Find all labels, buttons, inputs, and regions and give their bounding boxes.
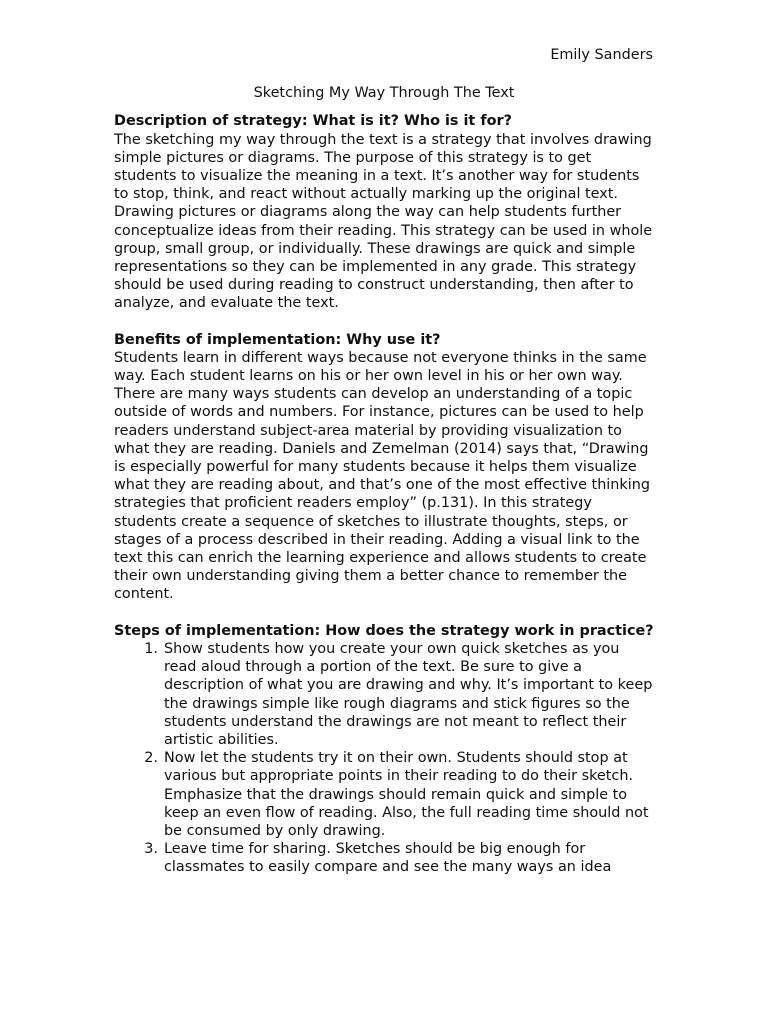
list-item (114, 640, 654, 749)
step-text-content: Leave time for sharing. Sketches should be big enough for classmates to easily compare and see the many ways an idea (164, 841, 612, 876)
list-item (114, 840, 654, 876)
section-heading-description: Description of strategy: What is it? Who is it for? (114, 113, 512, 130)
steps-list (114, 640, 654, 877)
step-number: 3. (144, 841, 158, 858)
document-title: Sketching My Way Through The Text (253, 85, 515, 102)
section-body-description: The sketching my way through the text is a strategy that involves drawing simple pictures or diagrams. The purpose of this strategy is to get students to visualize the meaning in a text. It’s another way for students to stop, think, and react without actually marking up the original text. Drawing pictures or diagrams along the way can help students further conceptualize ideas from their reading. This strategy can be used in whole group, small group, or individually. These drawings are quick and simple representations so they can be implemented in any grade. This strategy should be used during reading to construct understanding, then after to analyze, and evaluate the text. (114, 131, 653, 312)
step-number: 1. (144, 640, 158, 657)
list-item (114, 749, 654, 840)
section-heading-benefits: Benefits of implementation: Why use it? (114, 331, 441, 348)
section-body-benefits: Students learn in different ways because not everyone thinks in the same way. Each student learns on his or her own level in his or her own way. There are many ways students can develop an understanding of a topic outside of words and numbers. For instance, pictures can be used to help readers understand subject-area material by providing visualization to what they are reading. Daniels and Zemelman (2014) says that, “Drawing is especially powerful for many students because it helps them visualize what they are reading about, and that’s one of the most effective thinking strategies that proficient readers employ” (p.131). In this strategy students create a sequence of sketches to illustrate thoughts, steps, or stages of a process described in their reading. Adding a visual link to the text this can enrich the learning experience and allows students to create their own understanding giving them a better chance to remember the content. (114, 349, 651, 603)
step-text (158, 749, 654, 840)
section-description (114, 112, 654, 312)
step-text (158, 640, 654, 749)
step-text-content: Now let the students try it on their own. Students should stop at various but appropriate points in their reading to do their sketch. Emphasize that the drawings should remain quick and simple to keep an even flow of reading. Also, the full reading time should not be consumed by only drawing. (164, 750, 649, 839)
step-text-content: Show students how you create your own quick sketches as you read aloud through a portion of the text. Be sure to give a description of what you are drawing and why. It’s important to keep the drawings simple like rough diagrams and stick figures so the students understand the drawings are not meant to reflect their artistic abilities. (164, 640, 653, 748)
section-benefits (114, 331, 654, 604)
step-text (158, 840, 654, 876)
step-number: 2. (144, 750, 158, 767)
author-name: Emily Sanders (550, 47, 653, 63)
section-steps (114, 622, 654, 877)
section-heading-steps: Steps of implementation: How does the strategy work in practice? (114, 622, 654, 639)
